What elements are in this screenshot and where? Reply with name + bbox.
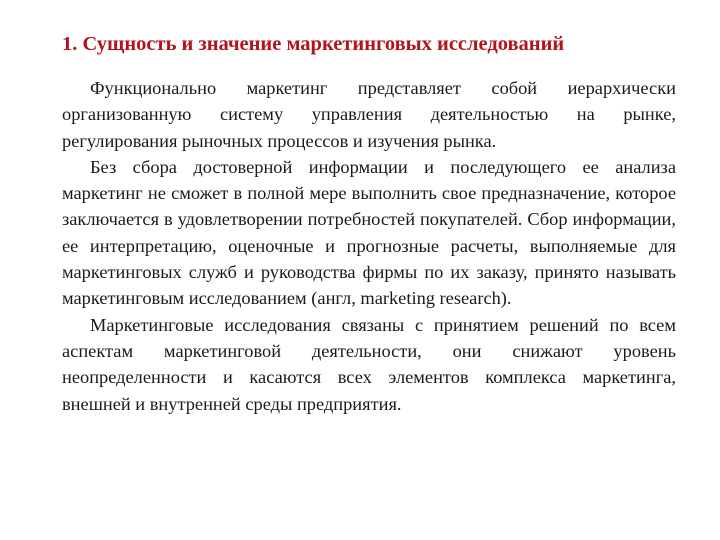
paragraph-functional-marketing: Функционально маркетинг представляет собой иерархически организованную систему управления деятельностью на рынке, регулирования рыночных процессов и изучения рынка.: [62, 78, 676, 151]
slide-body: [62, 75, 676, 417]
paragraph-research-decisions: Маркетинговые исследования связаны с принятием решений по всем аспектам маркетинговой деятельности, они снижают уровень неопределенности и касаются всех элементов комплекса маркетинга, внешней и внутренней среды предприятия.: [62, 314, 676, 414]
slide-title: 1. Сущность и значение маркетинговых исследований: [62, 33, 565, 55]
paragraph-information-collection: Без сбора достоверной информации и последующего ее анализа маркетинг не сможет в полной мере выполнить свое предназначение, которое заключается в удовлетворении потребностей покупателей. Сбор информации, ее интерпретацию, оценочные и прогнозные расчеты, выполняемые для маркетинговых служб и руководства фирмы по их заказу, принято называть маркетинговым исследованием (англ, marketing research).: [62, 156, 676, 309]
